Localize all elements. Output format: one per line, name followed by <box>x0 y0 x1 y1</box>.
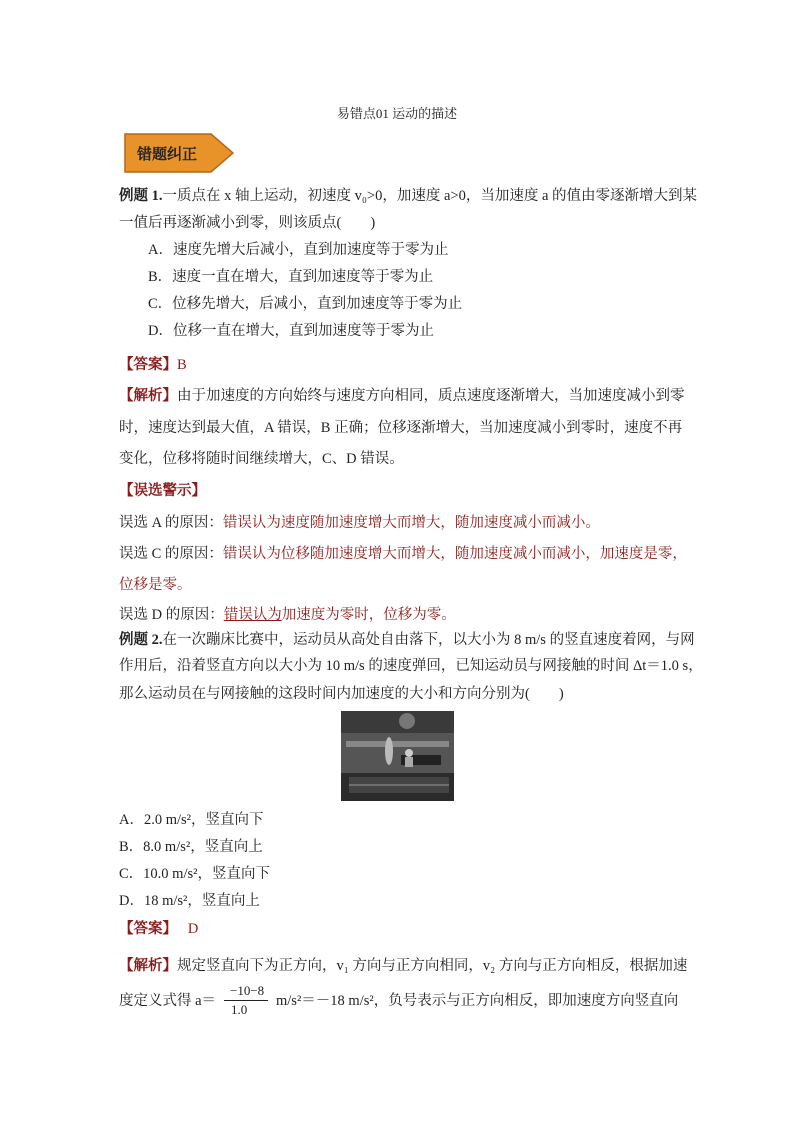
ex2-analysis-line-2-pre: 度定义式得 a＝ <box>119 993 217 1009</box>
fraction-denominator: 1.0 <box>231 1002 248 1017</box>
ex2-answer <box>119 919 198 939</box>
ex1-analysis-label: 【解析】 <box>119 388 177 404</box>
ex2-analysis-label: 【解析】 <box>119 958 177 974</box>
ex1-warn-c: 误选 C 的原因：错误认为位移随加速度增大而增大，随加速度减小而减小，加速度是零， <box>119 546 687 562</box>
ex1-warning-label: 【误选警示】 <box>119 483 206 499</box>
ex2-option-c: C．10.0 m/s²，竖直向下 <box>119 866 270 882</box>
ex1-analysis-line-2: 时，速度达到最大值，A 错误，B 正确；位移逐渐增大，当加速度减小到零时，速度不再 <box>119 420 683 436</box>
ex2-label: 例题 2. <box>119 632 163 648</box>
ex2-question-line-1: 例题 2.在一次蹦床比赛中，运动员从高处自由落下，以大小为 8 m/s 的竖直速度着网，与网 <box>119 632 695 648</box>
ex2-analysis-line-2-post: m/s²＝－18 m/s²，负号表示与正方向相反，即加速度方向竖直向 <box>276 993 679 1009</box>
ex1-option-c: C．位移先增大，后减小，直到加速度等于零为止 <box>148 296 463 312</box>
ex1-analysis-line-3: 变化，位移将随时间继续增大，C、D 错误。 <box>119 451 404 467</box>
section-banner-label: 错题纠正 <box>137 145 198 163</box>
ex1-answer-value: B <box>177 357 187 373</box>
ex2-answer-label: 【答案】 <box>119 921 177 937</box>
ex2-question-line-3: 那么运动员在与网接触的这段时间内加速度的大小和方向分别为( ) <box>119 686 564 702</box>
ex2-option-b: B．8.0 m/s²，竖直向上 <box>119 839 263 855</box>
ex1-label: 例题 1. <box>119 188 163 204</box>
fraction-bar <box>224 1000 268 1001</box>
ex2-option-d: D．18 m/s²，竖直向上 <box>119 893 260 909</box>
ex1-warn-a: 误选 A 的原因：错误认为速度随加速度增大而增大，随加速度减小而减小。 <box>119 515 600 531</box>
ex1-warn-d: 误选 D 的原因：错误认为加速度为零时，位移为零。 <box>119 607 456 623</box>
ex1-answer-label: 【答案】 <box>119 357 177 373</box>
fraction-numerator: −10−8 <box>230 983 265 998</box>
ex1-question-line-1: 例题 1.一质点在 x 轴上运动，初速度 v₀>0，加速度 a>0，当加速度 a 的值由零逐渐增大到某 <box>119 188 698 204</box>
ex1-question-line-2: 一值后再逐渐减小到零，则该质点( ) <box>119 215 376 231</box>
ex1-warn-c-cont: 位移是零。 <box>119 577 192 593</box>
ex2-question-line-2: 作用后，沿着竖直方向以大小为 10 m/s 的速度弹回，已知运动员与网接触的时间 Δt＝1.0 s， <box>119 658 703 674</box>
ex1-option-a: A．速度先增大后减小，直到加速度等于零为止 <box>148 242 449 258</box>
page-title: 易错点01 运动的描述 <box>336 106 458 121</box>
trampoline-photo <box>341 711 454 801</box>
ex1-option-b: B．速度一直在增大，直到加速度等于零为止 <box>148 269 434 285</box>
ex2-option-a: A．2.0 m/s²，竖直向下 <box>119 812 264 828</box>
ex1-option-d: D．位移一直在增大，直到加速度等于零为止 <box>148 323 434 339</box>
ex2-answer-value: D <box>187 921 199 937</box>
ex1-analysis-line-1: 【解析】由于加速度的方向始终与速度方向相同，质点速度逐渐增大，当加速度减小到零 <box>119 388 685 404</box>
ex1-answer <box>119 355 187 375</box>
ex2-analysis-line-1: 【解析】规定竖直向下为正方向，v₁ 方向与正方向相同，v₂ 方向与正方向相反，根据加速 <box>119 958 688 974</box>
